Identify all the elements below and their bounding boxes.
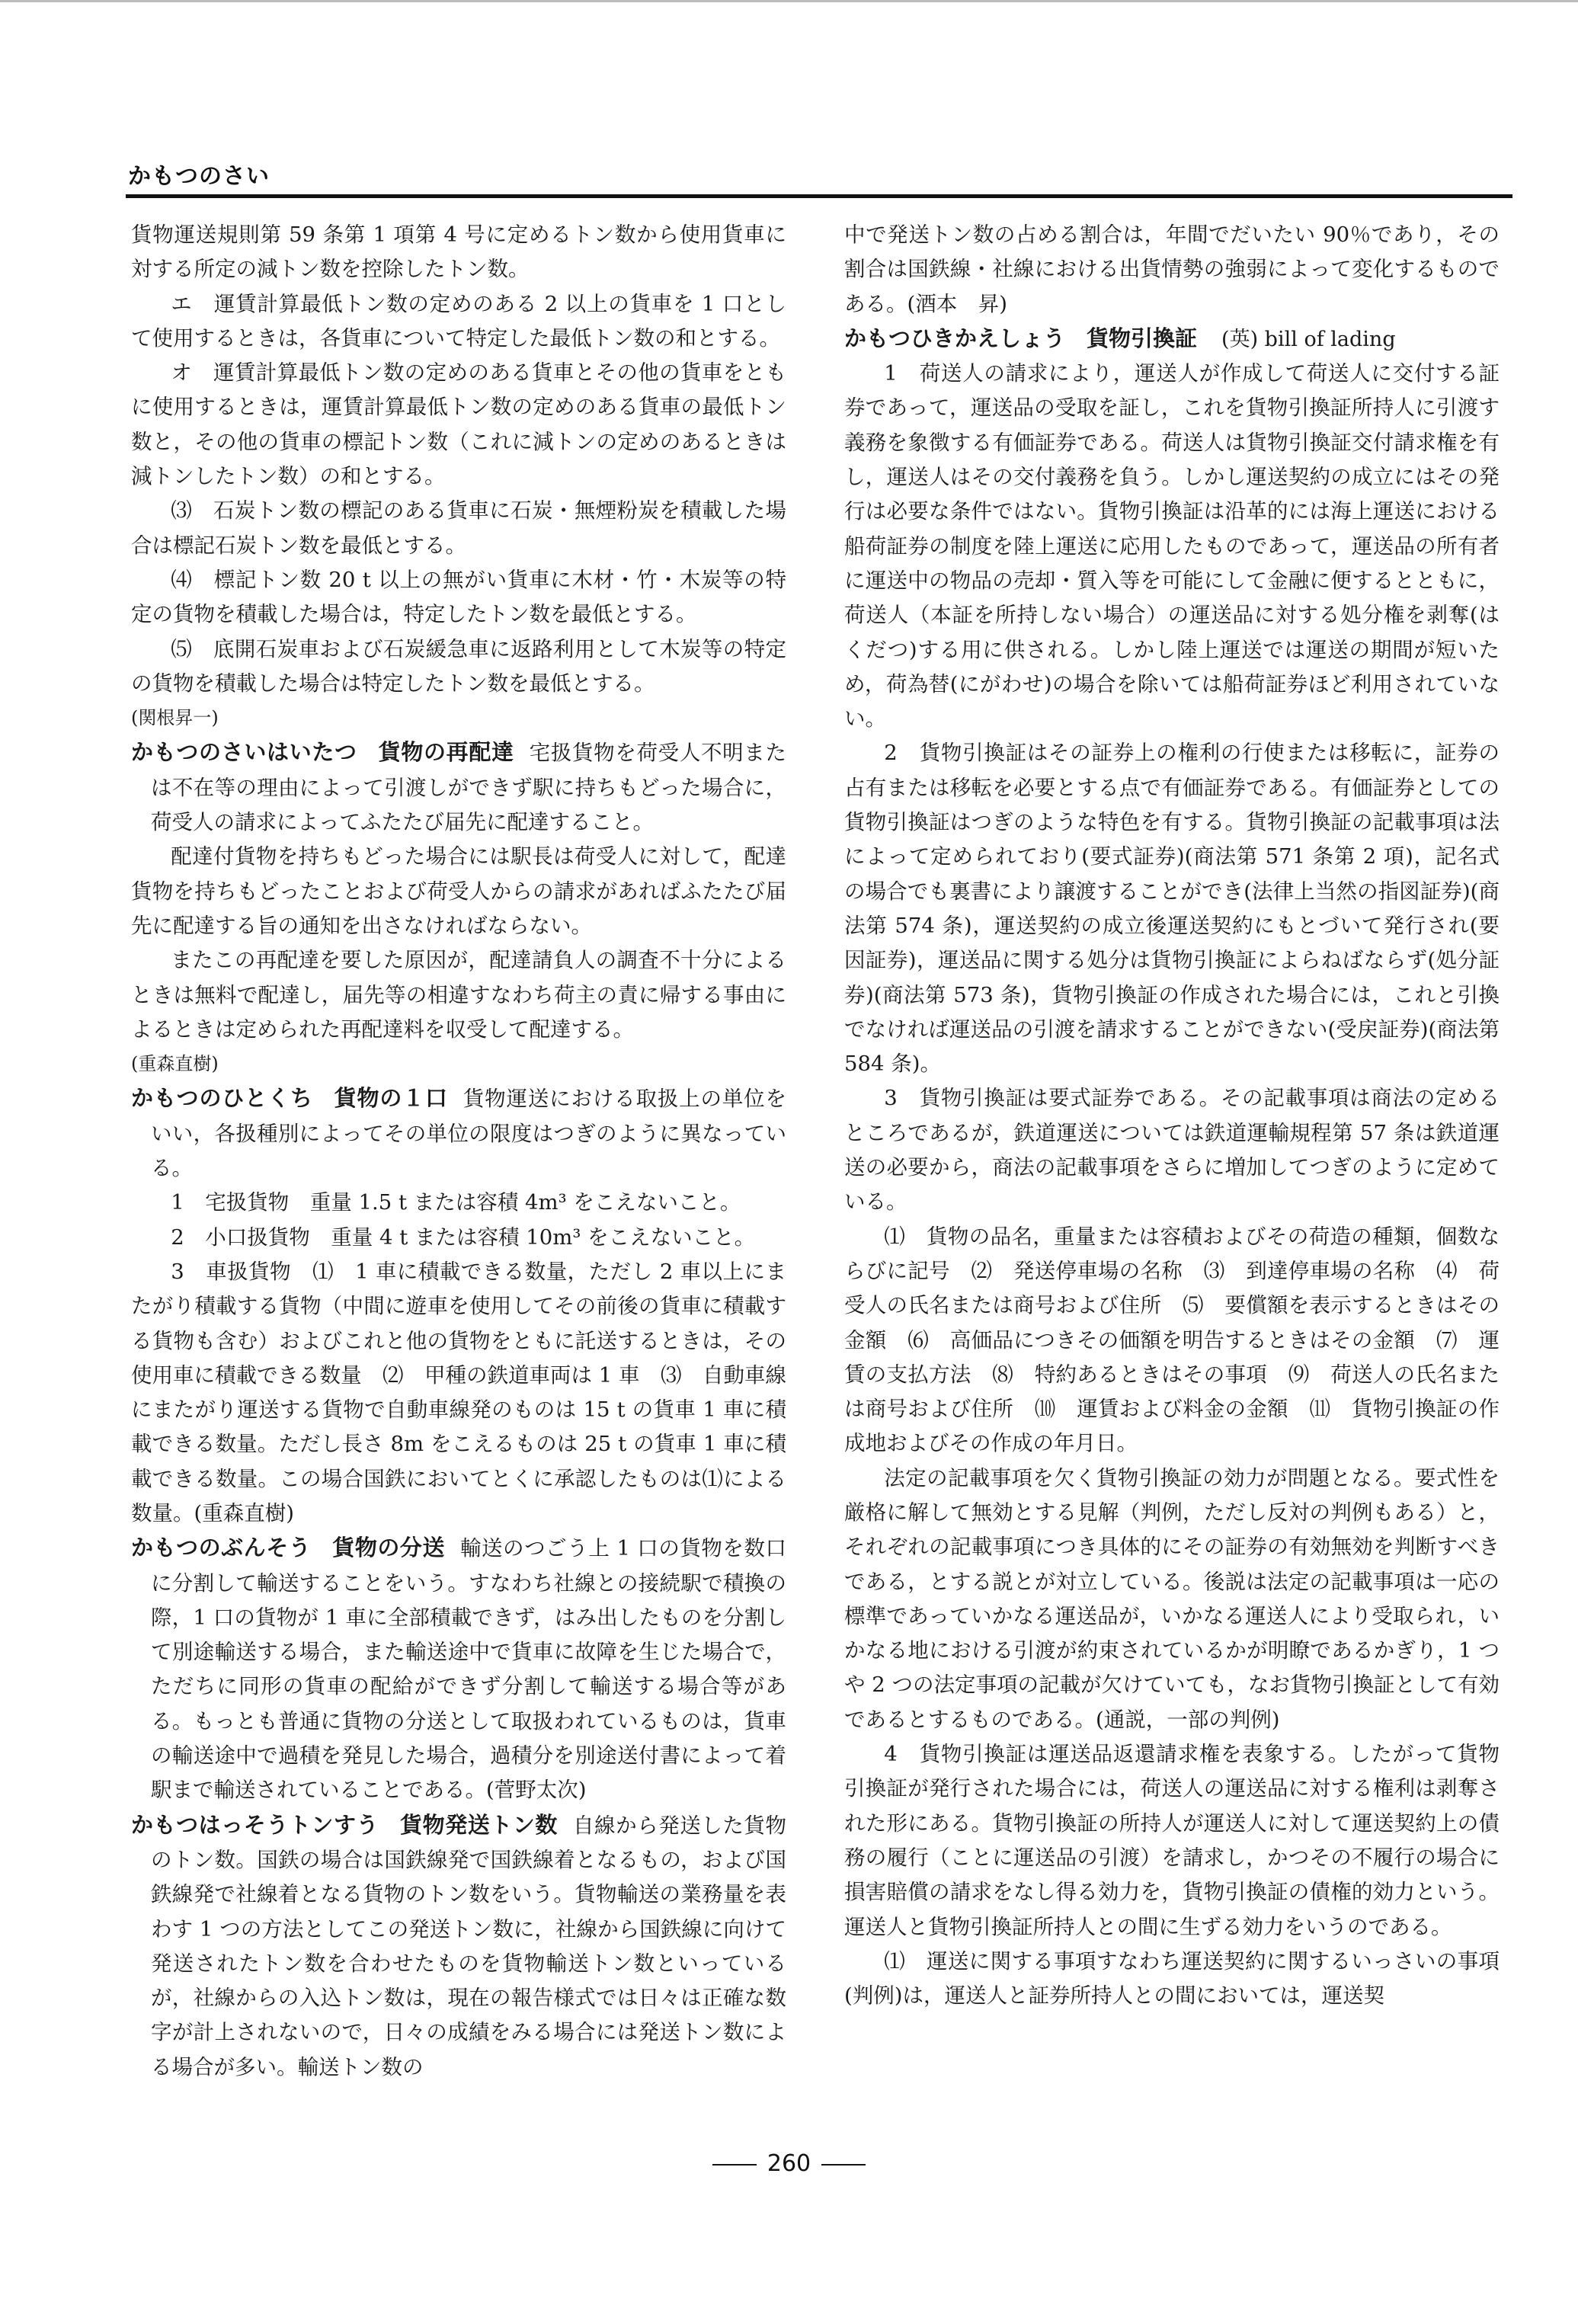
running-head: かもつのさい xyxy=(128,163,270,190)
page-footer xyxy=(0,2150,1578,2177)
body-paragraph: 3 車扱貨物 ⑴ 1 車に積載できる数量，ただし 2 車以上にまたがり積載する貨物（中間に遊車を使用してその前後の貨車に積載する貨物も含む）およびこれと他の貨物をともに託送するときは，その使用車に積載できる数量 ⑵ 甲種の鉄道車両は 1 車 ⑶ 自動車線にまたがり運送する貨物で自動車線発のものは 15 t の貨車 1 車に積載できる数量。ただし長さ 8m をこえるものは 25 t の貨車 1 車に積載できる数量。この場合国鉄においてとくに承認したものは⑴による数量。(重森直樹) xyxy=(131,1259,786,1525)
body-paragraph: 貨物運送規則第 59 条第 1 項第 4 号に定めるトン数から使用貨車に対する所定の減トン数を控除したトン数。 xyxy=(131,222,786,282)
entry-headword: 貨物引換証 xyxy=(1087,325,1198,351)
body-paragraph: 配達付貨物を持ちもどった場合には駅長は荷受人に対して，配達貨物を持ちもどったことおよび荷受人からの請求があればふたたび届先に配達する旨の通知を出さなければならない。 xyxy=(131,844,786,938)
footer-dash-left xyxy=(712,2164,757,2166)
dictionary-entry xyxy=(131,1808,786,2085)
entry-definition: 宅扱貨物を荷受人不明または不在等の理由によって引渡しができず駅に持ちもどった場合に，荷受人の請求によってふたたび届先に配達すること。 xyxy=(151,741,786,835)
left-column xyxy=(131,218,786,2085)
body-paragraph: ⑷ 標記トン数 20 t 以上の無がい貨車に木材・竹・木炭等の特定の貨物を積載した場合は，特定したトン数を最低とする。 xyxy=(131,567,787,627)
body-paragraph: 3 貨物引換証は要式証券である。その記載事項は商法の定めるところであるが，鉄道運送については鉄道運輸規程第 57 条は鉄道運送の必要から，商法の記載事項をさらに増加してつぎのように定めている。 xyxy=(844,1086,1500,1215)
body-paragraph: エ 運賃計算最低トン数の定めのある 2 以上の貨車を 1 口として使用するときは，各貨車について特定した最低トン数の和とする。 xyxy=(131,291,786,351)
entry-headword-reading: かもつのさいはいたつ xyxy=(131,739,357,766)
body-paragraph: 4 貨物引換証は運送品返還請求権を表象する。したがって貨物引換証が発行された場合には，荷送人の運送品に対する権利は剥奪された形にある。貨物引換証の所持人が運送人に対して運送契約上の債務の履行（ことに運送品の引渡）を請求し，かつその不履行の場合に損害賠償の請求をなし得る効力を，貨物引換証の債権的効力という。運送人と貨物引換証所持人との間に生ずる効力をいうのである。 xyxy=(844,1742,1500,1939)
dictionary-entry xyxy=(131,1081,786,1186)
entry-headword-reading: かもつひきかえしょう xyxy=(844,325,1066,351)
body-paragraph: 中で発送トン数の占める割合は，年間でだいたい 90％であり，その割合は国鉄線・社線における出貨情勢の強弱によって変化するものである。(酒本 昇) xyxy=(844,222,1500,316)
entry-headword: 貨物の１口 xyxy=(334,1085,448,1112)
right-column xyxy=(844,218,1500,2013)
body-paragraph: 1 荷送人の請求により，運送人が作成して荷送人に交付する証券であって，運送品の受取を証し，これを貨物引換証所持人に引渡す義務を象徴する有価証券である。荷送人は貨物引換証交付請求権を有し，運送人はその交付義務を負う。しかし運送契約の成立にはその発行は必要な条件ではない。貨物引換証は沿革的には海上運送における船荷証券の制度を陸上運送に応用したものであって，運送品の所有者に運送中の物品の売却・質入等を可能にして金融に便するとともに，荷送人（本証を所持しない場合）の運送品に対する処分権を剥奪(はくだつ)する用に供される。しかし陸上運送では運送の期間が短いため，荷為替(にがわせ)の場合を除いては船荷証券ほど利用されていない。 xyxy=(844,361,1500,731)
entry-definition: 輸送のつごう上 1 口の貨物を数口に分割して輸送することをいう。すなわち社線との接続駅で積換の際，1 口の貨物が 1 車に全部積載できず，はみ出したものを分割して別途輸送する場合，また輸送途中で貨車に故障を生じた場合で，ただちに同形の貨車の配給ができず分割して輸送する場合等がある。もっとも普通に貨物の分送として取扱われているものは，貨車の輸送途中で過積を発見した場合，過積分を別途送付書によって着駅まで輸送されていることである。(菅野太次) xyxy=(151,1536,786,1803)
body-paragraph: またこの再配達を要した原因が，配達請負人の調査不十分によるときは無料で配達し，届先等の相違すなわち荷主の責に帰する事由によるときは定められた再配達料を収受して配達する。 xyxy=(131,948,786,1042)
body-paragraph: ⑸ 底開石炭車および石炭緩急車に返路利用として木炭等の特定の貨物を積載した場合は特定したトン数を最低とする。 xyxy=(131,636,786,696)
dictionary-entry xyxy=(844,322,1500,357)
body-paragraph: 1 宅扱貨物 重量 1.5 t または容積 4m³ をこえないこと。 xyxy=(171,1190,741,1215)
body-paragraph: ⑴ 運送に関する事項すなわち運送契約に関するいっさいの事項(判例)は，運送人と証券所持人との間においては，運送契 xyxy=(844,1948,1500,2009)
author-credit: (関根昇一) xyxy=(131,707,219,729)
entry-definition: 貨物運送における取扱上の単位をいい，各扱種別によってその単位の限度はつぎのように異なっている。 xyxy=(151,1087,786,1181)
entry-headword: 貨物の分送 xyxy=(332,1535,445,1561)
body-paragraph: 2 貨物引換証はその証券上の権利の行使または移転に，証券の占有または移転を必要とする点で有価証券である。有価証券としての貨物引換証はつぎのような特色を有する。貨物引換証の記載事項は法によって定められており(要式証券)(商法第 571 条第 2 項)，記名式の場合でも裏書により譲渡することができ(法律上当然の指図証券)(商法第 574 条)，運送契約の成立後運送契約にもとづいて発行され(要因証券)，運送品に関する処分は貨物引換証によらねばならず(処分証券)(商法第 573 条)，貨物引換証の作成された場合には，これと引換でなければ運送品の引渡を請求することができない(受戻証券)(商法第 584 条)。 xyxy=(844,741,1500,1077)
dictionary-entry xyxy=(131,735,786,840)
entry-headword-reading: かもつはっそうトンすう xyxy=(131,1811,379,1838)
header-rule xyxy=(126,194,1512,198)
dictionary-entry xyxy=(131,1531,786,1807)
body-paragraph: ⑶ 石炭トン数の標記のある貨車に石炭・無煙粉炭を積載した場合は標記石炭トン数を最低とする。 xyxy=(131,498,786,558)
author-credit: (重森直樹) xyxy=(131,1053,219,1075)
entry-headword: 貨物発送トン数 xyxy=(400,1811,558,1838)
entry-english-term: (英) bill of lading xyxy=(1221,327,1396,351)
body-paragraph: 法定の記載事項を欠く貨物引換証の効力が問題となる。要式性を厳格に解して無効とする見解（判例，ただし反対の判例もある）と，それぞれの記載事項につき具体的にその証券の有効無効を判断すべきである，とする説とが対立している。後説は法定の記載事項は一応の標準であっていかなる運送品が，いかなる運送人により受取られ，いかなる地における引渡が約束されているかが明瞭であるかぎり，1 つや 2 つの法定事項の記載が欠けていても，なお貨物引換証として有効であるとするものである。(通説，一部の判例) xyxy=(844,1465,1500,1732)
entry-headword: 貨物の再配達 xyxy=(378,739,514,766)
scan-edge xyxy=(0,0,1578,2)
footer-dash-right xyxy=(821,2164,866,2166)
body-paragraph: オ 運賃計算最低トン数の定めのある貨車とその他の貨車をともに使用するときは，運賃計算最低トン数の定めのある貨車の最低トン数と，その他の貨車の標記トン数（これに減トンの定めのあるときは減トンしたトン数）の和とする。 xyxy=(131,360,786,489)
body-paragraph: 2 小口扱貨物 重量 4 t または容積 10m³ をこえないこと。 xyxy=(171,1224,756,1250)
entry-headword-reading: かもつのぶんそう xyxy=(131,1535,312,1561)
page-number: 260 xyxy=(767,2150,811,2177)
body-paragraph: ⑴ 貨物の品名，重量または容積およびその荷造の種類，個数ならびに記号 ⑵ 発送停車場の名称 ⑶ 到達停車場の名称 ⑷ 荷受人の氏名または商号および住所 ⑸ 要償額を表示するときはその金額 ⑹ 高価品につきその価額を明告するときはその金額 ⑺ 運賃の支払方法 ⑻ 特約あるときはその事項 ⑼ 荷送人の氏名または商号および住所 ⑽ 運賃および料金の金額 ⑾ 貨物引換証の作成地およびその作成の年月日。 xyxy=(844,1224,1500,1456)
entry-headword-reading: かもつのひとくち xyxy=(131,1085,313,1112)
entry-definition: 自線から発送した貨物のトン数。国鉄の場合は国鉄線発で国鉄線着となるもの，および国鉄線発で社線着となる貨物のトン数をいう。貨物輸送の業務量を表わす 1 つの方法としてこの発送トン数に，社線から国鉄線に向けて発送されたトン数を合わせたものを貨物輸送トン数といっているが，社線からの入込トン数は，現在の報告様式では日々は正確な数字が計上されないので，日々の成績をみる場合には発送トン数による場合が多い。輸送トン数の xyxy=(151,1813,786,2079)
